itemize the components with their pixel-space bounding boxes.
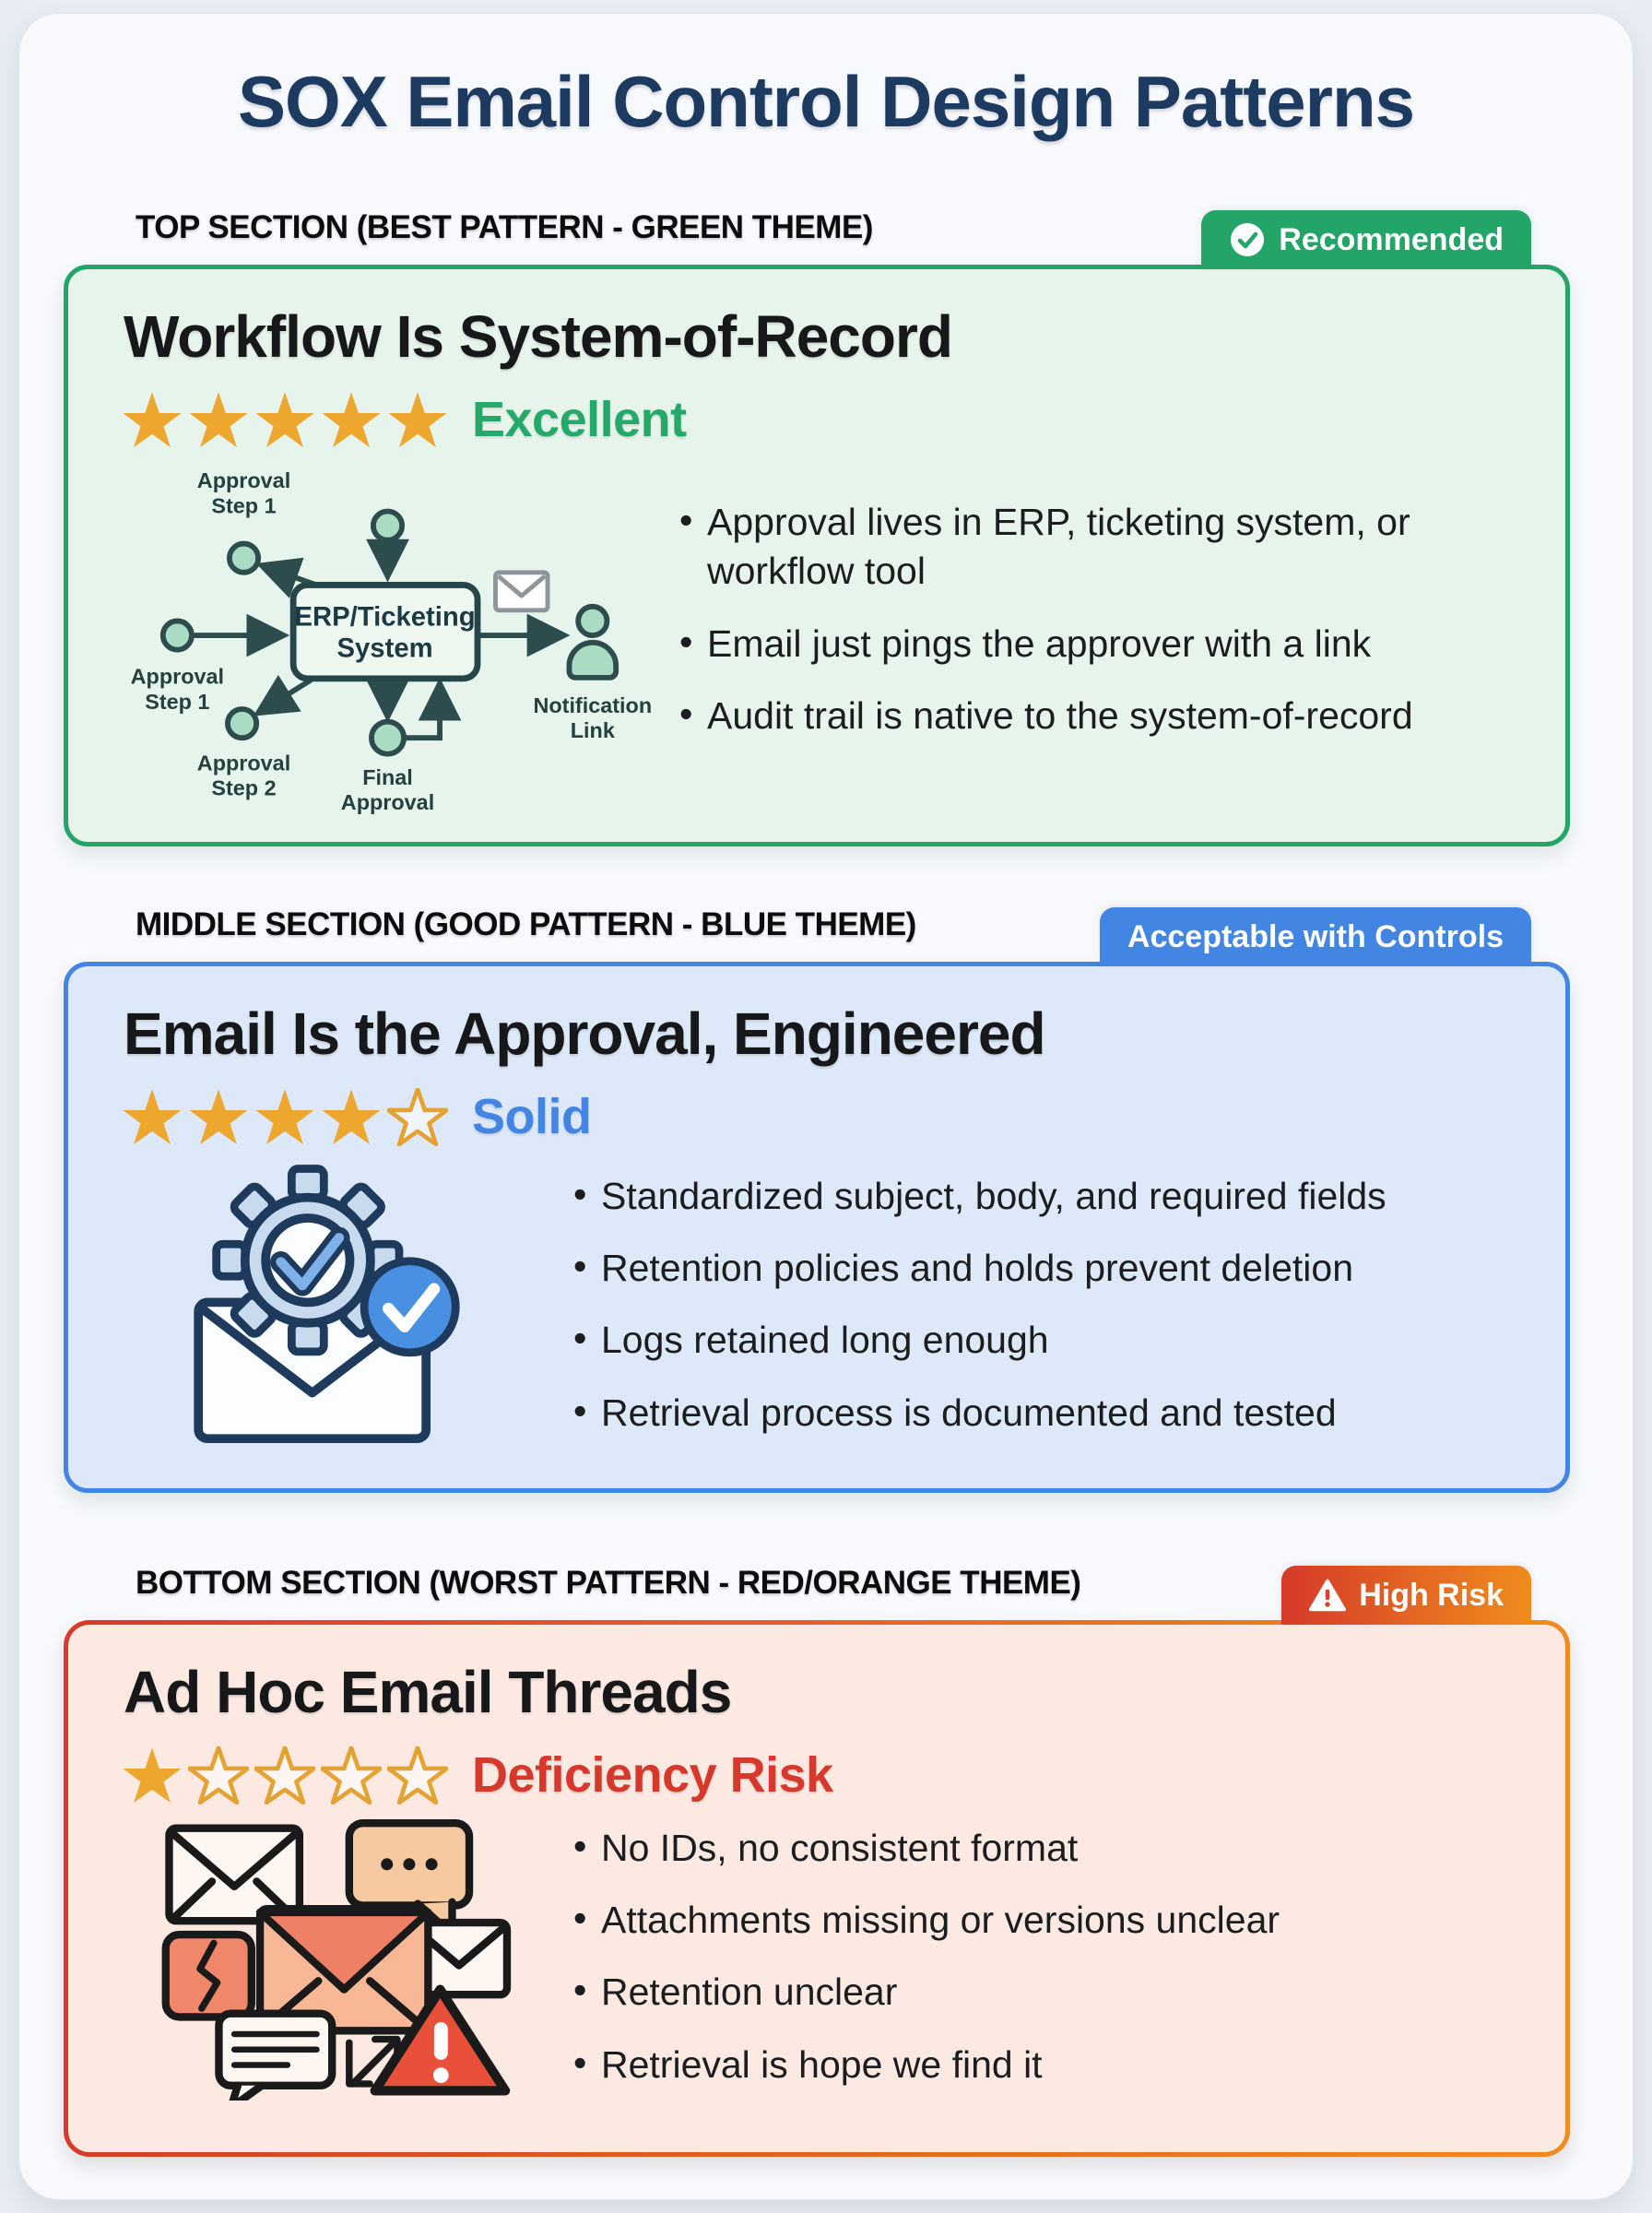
- bullet-item: • Standardized subject, body, and required fields: [570, 1172, 1516, 1221]
- diagram-label-notification-1: Notification: [533, 692, 653, 717]
- star-icon: [254, 1746, 315, 1805]
- bullet-item: • Retention policies and holds prevent deletion: [570, 1244, 1516, 1293]
- rating-row: [122, 1741, 1516, 1809]
- section-green: [64, 209, 1570, 846]
- diagram-label-final-1: Final: [362, 764, 413, 789]
- email-icon: [496, 573, 549, 610]
- star-icon: [321, 391, 382, 449]
- content-row: [118, 457, 1516, 822]
- acceptable-badge: [1100, 907, 1531, 966]
- card-title: Ad Hoc Email Threads: [124, 1659, 732, 1725]
- bullet-list: [570, 1824, 1516, 2089]
- content-row: [118, 1154, 1516, 1455]
- diagram-label-final-2: Approval: [340, 790, 435, 815]
- chaotic-email-icon-column: [118, 1813, 551, 2101]
- chaotic-email-cluster-icon: [150, 1813, 519, 2101]
- email-gear-check-icon: [173, 1154, 496, 1455]
- bullet-item: • Retrieval process is documented and tested: [570, 1389, 1516, 1438]
- star-icon: [387, 1088, 448, 1146]
- green-card: [64, 265, 1570, 846]
- bullet-item: • Approval lives in ERP, ticketing system, or workflow tool: [676, 498, 1516, 597]
- gradient-border: [64, 1620, 1570, 2157]
- section-label: TOP SECTION (BEST PATTERN - GREEN THEME): [136, 209, 873, 245]
- section-label: MIDDLE SECTION (GOOD PATTERN - BLUE THEME): [136, 906, 916, 942]
- check-circle-icon: [364, 1261, 455, 1353]
- diagram-label-top-left-1: Approval: [196, 468, 291, 493]
- badge-label: High Risk: [1359, 1577, 1504, 1613]
- bullet-item: • Logs retained long enough: [570, 1316, 1516, 1365]
- erp-box-label-2: System: [336, 633, 433, 664]
- star-icon: [188, 1088, 249, 1146]
- section-label: BOTTOM SECTION (WORST PATTERN - RED/ORANGE THEME): [136, 1565, 1081, 1601]
- badge-label: Recommended: [1279, 221, 1504, 257]
- workflow-diagram-column: [118, 457, 657, 822]
- workflow-diagram: [118, 457, 657, 817]
- badge-label: Acceptable with Controls: [1127, 918, 1504, 954]
- section-blue: [64, 906, 1570, 1493]
- star-icon: [188, 391, 249, 449]
- blue-card: [64, 962, 1570, 1493]
- rating-row: [122, 385, 1516, 454]
- star-icon: [122, 1088, 183, 1146]
- section-red: [64, 1565, 1570, 2157]
- check-circle-icon: [1229, 221, 1266, 258]
- diagram-label-top-left-2: Step 1: [211, 493, 277, 518]
- diagram-label-bottom-left-2: Step 2: [211, 775, 277, 800]
- rating-row: [122, 1083, 1516, 1151]
- card-title: Email Is the Approval, Engineered: [124, 1000, 1045, 1067]
- star-rating: [122, 1088, 448, 1146]
- star-rating: [122, 1746, 448, 1805]
- diagram-label-left-2: Step 1: [145, 690, 210, 714]
- high-risk-badge: [1281, 1566, 1531, 1625]
- star-icon: [387, 391, 448, 449]
- bullet-list: [570, 1172, 1516, 1438]
- approver-person-icon: [569, 607, 616, 678]
- content-row: [118, 1813, 1516, 2101]
- bullet-item: • No IDs, no consistent format: [570, 1824, 1516, 1873]
- bullet-list: [676, 498, 1516, 740]
- diagram-label-notification-2: Link: [570, 718, 615, 743]
- erp-box-label-1: ERP/Ticketing: [294, 602, 476, 633]
- red-card: [68, 1625, 1565, 2152]
- recommended-badge: [1201, 210, 1531, 269]
- star-icon: [321, 1746, 382, 1805]
- email-gear-icon-column: [118, 1154, 551, 1455]
- star-icon: [188, 1746, 249, 1805]
- star-rating: [122, 391, 448, 449]
- rating-label: Excellent: [472, 392, 687, 447]
- card-title: Workflow Is System-of-Record: [124, 303, 952, 370]
- bullet-item: • Retention unclear: [570, 1968, 1516, 2017]
- star-icon: [122, 1746, 183, 1805]
- bullet-item: • Email just pings the approver with a link: [676, 620, 1516, 669]
- diagram-label-left-1: Approval: [130, 664, 225, 689]
- star-icon: [254, 391, 315, 449]
- infographic-panel: [18, 13, 1634, 2200]
- bullet-item: • Audit trail is native to the system-of-record: [676, 692, 1516, 740]
- star-icon: [387, 1746, 448, 1805]
- rating-label: Solid: [472, 1089, 592, 1144]
- broken-attachment-icon: [166, 1935, 252, 2017]
- star-icon: [122, 391, 183, 449]
- warning-triangle-icon: [1309, 1577, 1346, 1614]
- star-icon: [254, 1088, 315, 1146]
- rating-label: Deficiency Risk: [472, 1747, 833, 1803]
- message-bubble-icon: [218, 2014, 332, 2101]
- bullet-item: • Retrieval is hope we find it: [570, 2041, 1516, 2089]
- star-icon: [321, 1088, 382, 1146]
- page-title: SOX Email Control Design Patterns: [238, 61, 1414, 142]
- diagram-label-bottom-left-1: Approval: [196, 751, 291, 775]
- bullet-item: • Attachments missing or versions unclear: [570, 1896, 1516, 1945]
